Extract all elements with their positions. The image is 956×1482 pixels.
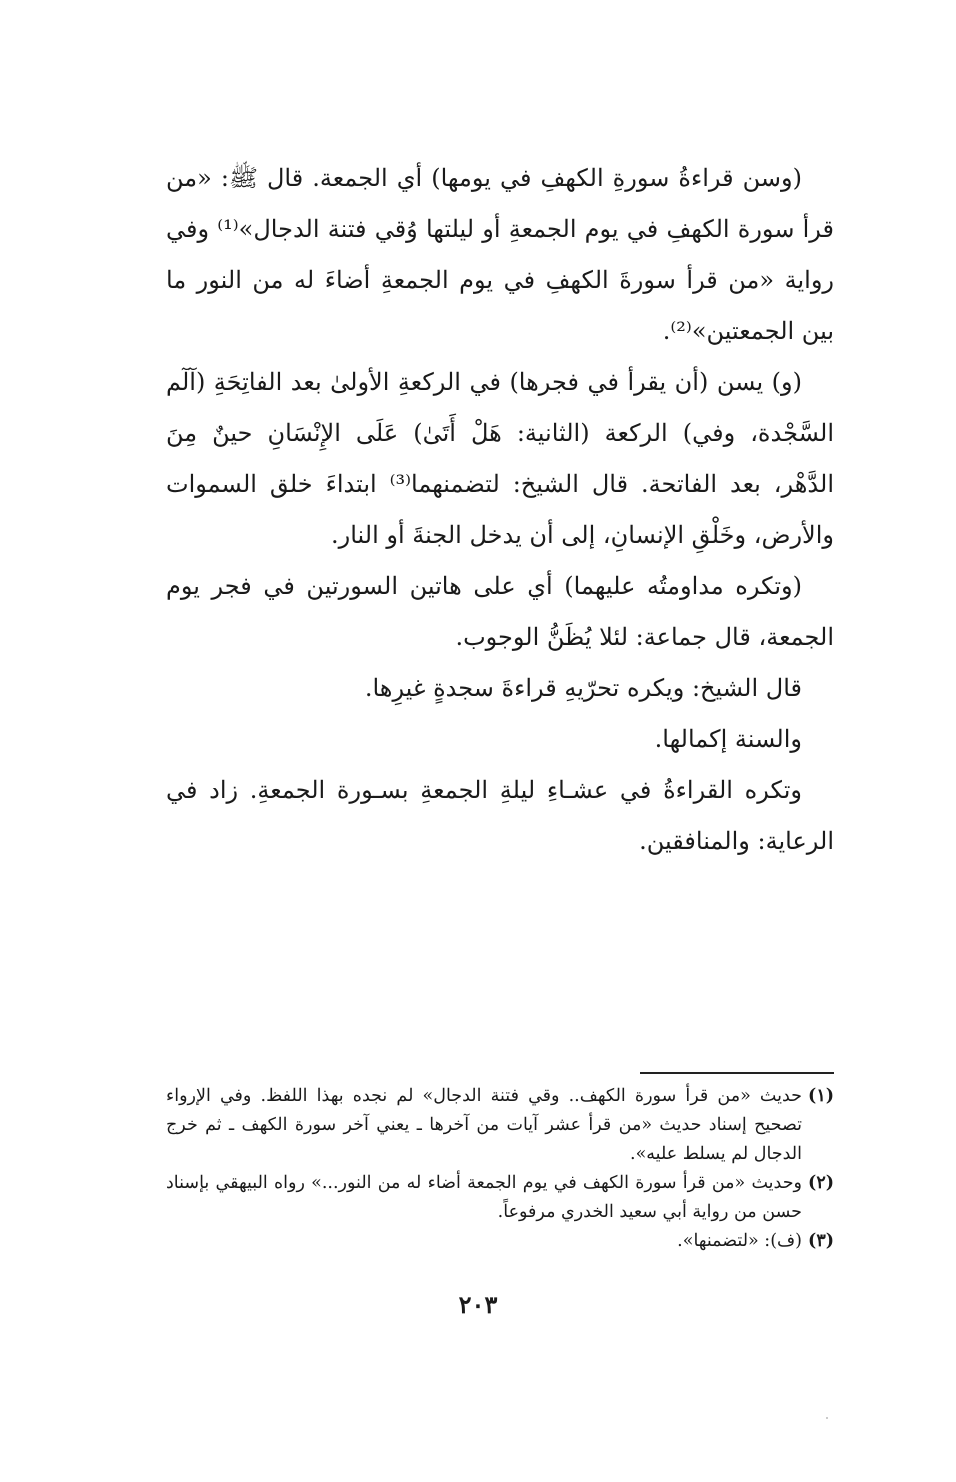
footnote-text: (ف): «لتضمنها». [677, 1231, 802, 1251]
footnote-number: (١) [808, 1086, 834, 1106]
footnote-2 [166, 1169, 834, 1227]
scan-speck [826, 1417, 828, 1419]
footnote-divider [640, 1072, 834, 1074]
paragraph-5: والسنة إكمالها. [654, 725, 802, 753]
footnote-text: حديث «من قرأ سورة الكهف.. وقي فتنة الدجال» لم نجده بهذا اللفظ. وفي الإرواء تصحيح إسناد حديث «من قرأ عشر آيات من آخرها ـ يعني آخر سورة الكهف ـ ثم خرج الدجال لم يسلط عليه». [166, 1086, 802, 1164]
footnote-3 [166, 1227, 834, 1256]
paragraph-3: (وتكره مداومتُه عليهما) أي على هاتين السورتين في فجر يوم الجمعة، قال جماعة: لئلا يُظَنُّ الوجوب. [166, 572, 834, 651]
paragraph-4: قال الشيخ: ويكره تحرّيهِ قراءةَ سجدةٍ غيرِها. [364, 674, 802, 702]
paragraph-2: (و) يسن (أن يقرأ في فجرها) في الركعةِ الأولىٰ بعد الفاتِحَةِ (آلٓم السَّجْدة، وفي) الركعة (الثانية: هَلْ أَتَىٰ) عَلَى الإِنْسَانِ حينٌ مِنَ الدَّهْر، بعد الفاتحة. قال الشيخ: لتضمنهما⁽³⁾ ابتداءَ خلق السموات والأرض، وخَلْقِ الإنسانِ، إلى أن يدخل الجنةَ أو النار. [166, 368, 834, 549]
footnote-number: (٢) [808, 1173, 834, 1193]
footnotes [166, 1082, 834, 1256]
paragraph-1: (وسن قراءةُ سورةِ الكهفِ في يومها) أي الجمعة. قال ﷺ: «من قرأ سورة الكهفِ في يوم الجمعةِ أو ليلتها وُقي فتنة الدجال»⁽¹⁾ وفي رواية «من قرأ سورةَ الكهفِ في يوم الجمعةِ أضاءَ له من النور ما بين الجمعتين»⁽²⁾. [166, 164, 835, 345]
paragraph-6: وتكره القراءةُ في عشـاءِ ليلةِ الجمعةِ بسـورة الجمعةِ. زاد في الرعاية: والمنافقين. [166, 776, 834, 855]
footnote-text: وحديث «من قرأ سورة الكهف في يوم الجمعة أضاء له من النور...» رواه البيهقي بإسناد حسن من رواية أبي سعيد الخدري مرفوعاً. [166, 1173, 802, 1222]
footnote-1 [166, 1082, 834, 1169]
page-number: ٢٠٣ [458, 1290, 498, 1319]
footnote-number: (٣) [808, 1231, 834, 1251]
main-text [166, 153, 834, 867]
